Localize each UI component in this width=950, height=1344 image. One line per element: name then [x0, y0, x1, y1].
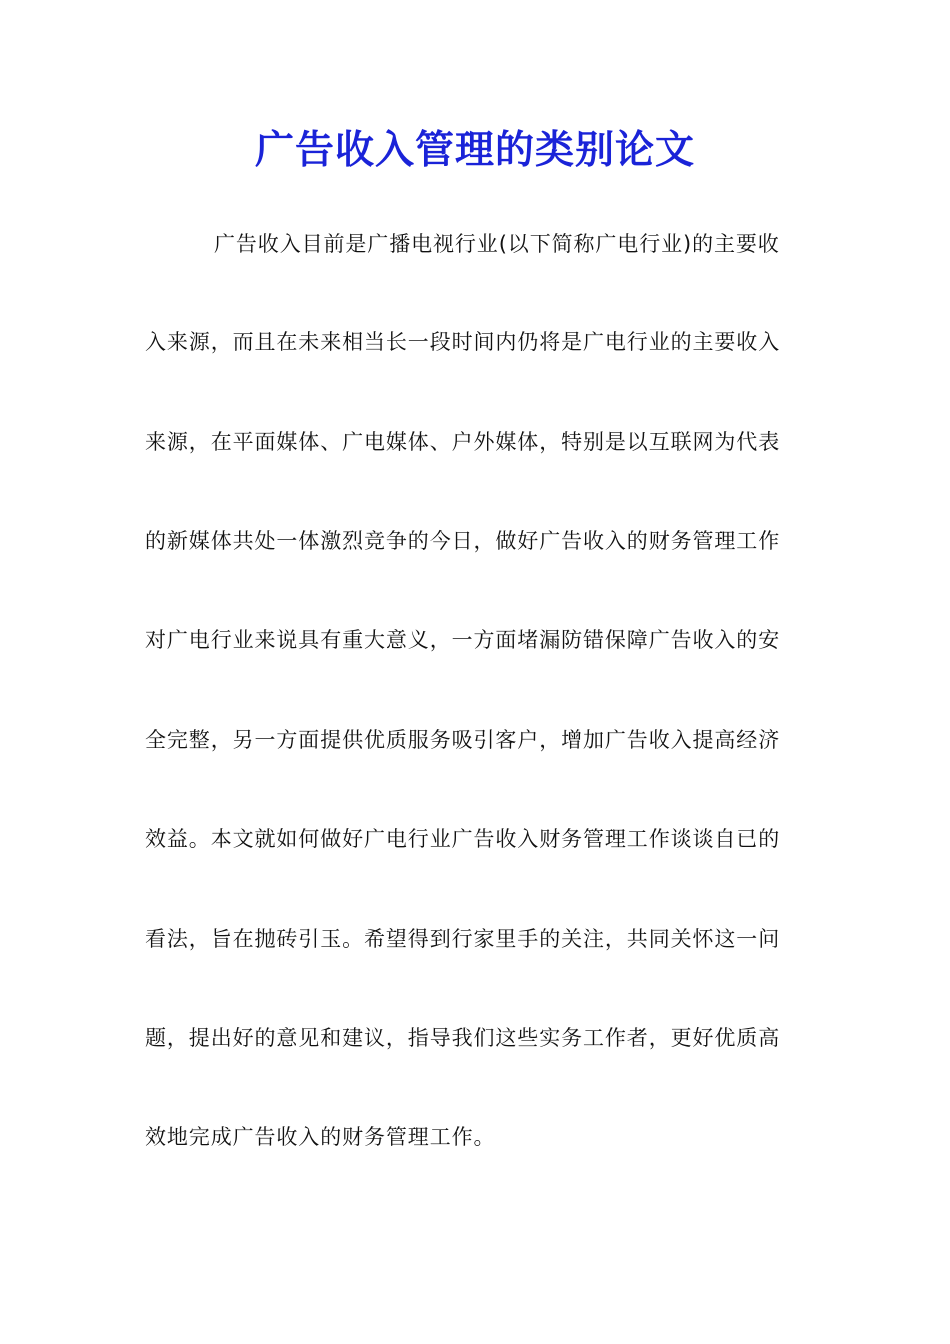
paragraph-line: 效地完成广告收入的财务管理工作。: [145, 1125, 496, 1149]
paragraph-line: 入来源，而且在未来相当长一段时间内仍将是广电行业的主要收入: [145, 330, 781, 354]
paragraph-line: 对广电行业来说具有重大意义，一方面堵漏防错保障广告收入的安: [145, 628, 781, 652]
paragraph-line: 广告收入目前是广播电视行业(以下简称广电行业)的主要收: [214, 232, 780, 256]
paragraph-line: 全完整，另一方面提供优质服务吸引客户，增加广告收入提高经济: [145, 728, 781, 752]
paragraph-line: 效益。本文就如何做好广电行业广告收入财务管理工作谈谈自已的: [145, 827, 781, 851]
paragraph-line: 看法，旨在抛砖引玉。希望得到行家里手的关注，共同关怀这一问: [145, 927, 781, 951]
paragraph-line: 题，提出好的意见和建议，指导我们这些实务工作者，更好优质高: [145, 1026, 781, 1050]
paragraph-line: 的新媒体共处一体激烈竞争的今日，做好广告收入的财务管理工作: [145, 529, 781, 553]
document-title: 广告收入管理的类别论文: [254, 127, 695, 173]
paragraph-line: 来源，在平面媒体、广电媒体、户外媒体，特别是以互联网为代表: [145, 430, 781, 454]
